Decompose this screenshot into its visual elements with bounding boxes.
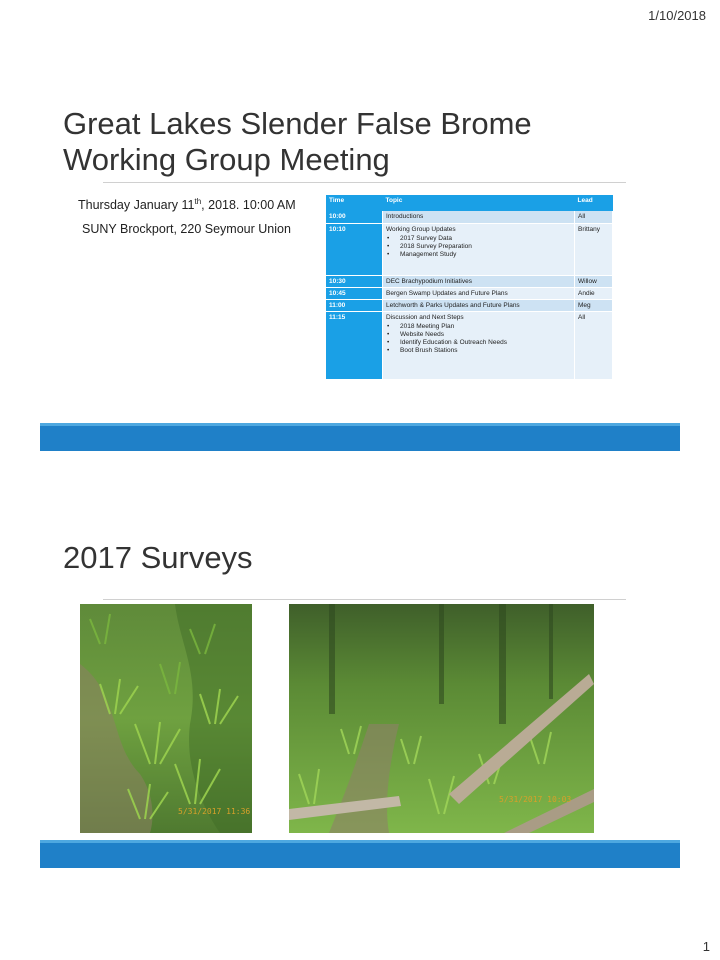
agenda-lead: Brittany xyxy=(575,223,613,275)
agenda-subitems xyxy=(386,323,571,354)
photo-right-stamp: 5/31/2017 10:03 xyxy=(499,795,572,804)
page-number: 1 xyxy=(702,939,710,954)
photo-left-stamp: 5/31/2017 11:36 xyxy=(178,807,251,816)
agenda-subitem: • 2018 Meeting Plan xyxy=(400,323,571,330)
agenda-subitem: • Identify Education & Outreach Needs xyxy=(400,339,571,346)
agenda-lead: All xyxy=(575,311,613,379)
agenda-subitem: • Website Needs xyxy=(400,331,571,338)
agenda-lead: Meg xyxy=(575,299,613,311)
agenda-header-topic: Topic xyxy=(383,195,575,211)
agenda-topic xyxy=(383,299,575,311)
agenda-row xyxy=(326,287,613,299)
slide1-title-rule xyxy=(103,182,626,183)
agenda-time: 11:15 xyxy=(326,311,383,379)
agenda-time: 10:30 xyxy=(326,275,383,287)
agenda-topic-title: Working Group Updates xyxy=(386,225,456,233)
agenda-topic-title: Letchworth & Parks Updates and Future Plans xyxy=(386,301,520,309)
agenda-header-lead: Lead xyxy=(575,195,613,211)
meeting-time: , 2018. 10:00 AM xyxy=(201,198,296,213)
slide1-title xyxy=(63,106,532,178)
meeting-date: Thursday January 11 xyxy=(78,198,195,213)
agenda-subitem: • 2017 Survey Data xyxy=(400,235,571,242)
slide1-title-line1: Great Lakes Slender False Brome xyxy=(63,106,532,141)
survey-photo-left xyxy=(80,604,252,833)
agenda-time: 11:00 xyxy=(326,299,383,311)
agenda-time: 10:45 xyxy=(326,287,383,299)
agenda-row xyxy=(326,275,613,287)
agenda-topic xyxy=(383,223,575,275)
agenda-subitems xyxy=(386,235,571,258)
agenda-row xyxy=(326,223,613,275)
agenda-table xyxy=(326,195,613,380)
slide1-footer-band xyxy=(40,426,680,451)
agenda-topic-title: Bergen Swamp Updates and Future Plans xyxy=(386,289,508,297)
agenda-lead: All xyxy=(575,211,613,223)
agenda-lead: Willow xyxy=(575,275,613,287)
agenda-topic xyxy=(383,311,575,379)
agenda-topic xyxy=(383,275,575,287)
agenda-row xyxy=(326,299,613,311)
agenda-topic-title: Introductions xyxy=(386,213,424,220)
agenda-topic xyxy=(383,287,575,299)
agenda-subitem: • Management Study xyxy=(400,251,571,258)
slide1-title-line2: Working Group Meeting xyxy=(63,142,390,177)
agenda-time: 10:00 xyxy=(326,211,383,223)
header-date: 1/10/2018 xyxy=(648,8,706,23)
agenda-lead: Andie xyxy=(575,287,613,299)
agenda-row xyxy=(326,311,613,379)
meeting-location: SUNY Brockport, 220 Seymour Union xyxy=(82,222,291,236)
agenda-row xyxy=(326,211,613,223)
survey-photo-right xyxy=(289,604,594,833)
agenda-topic xyxy=(383,211,575,223)
meeting-datetime xyxy=(78,197,296,212)
agenda-subitem: • 2018 Survey Preparation xyxy=(400,243,571,250)
agenda-subitem: • Boot Brush Stations xyxy=(400,347,571,354)
slide2-title: 2017 Surveys xyxy=(63,540,253,575)
agenda-topic-title: DEC Brachypodium Initiatives xyxy=(386,277,472,285)
agenda-time: 10:10 xyxy=(326,223,383,275)
slide2-footer-band xyxy=(40,843,680,868)
agenda-topic-title: Discussion and Next Steps xyxy=(386,313,464,321)
agenda-header-time: Time xyxy=(326,195,383,211)
meeting-date-suffix: th xyxy=(194,197,202,206)
agenda-header-row xyxy=(326,195,613,211)
slide2-title-rule xyxy=(103,599,626,600)
